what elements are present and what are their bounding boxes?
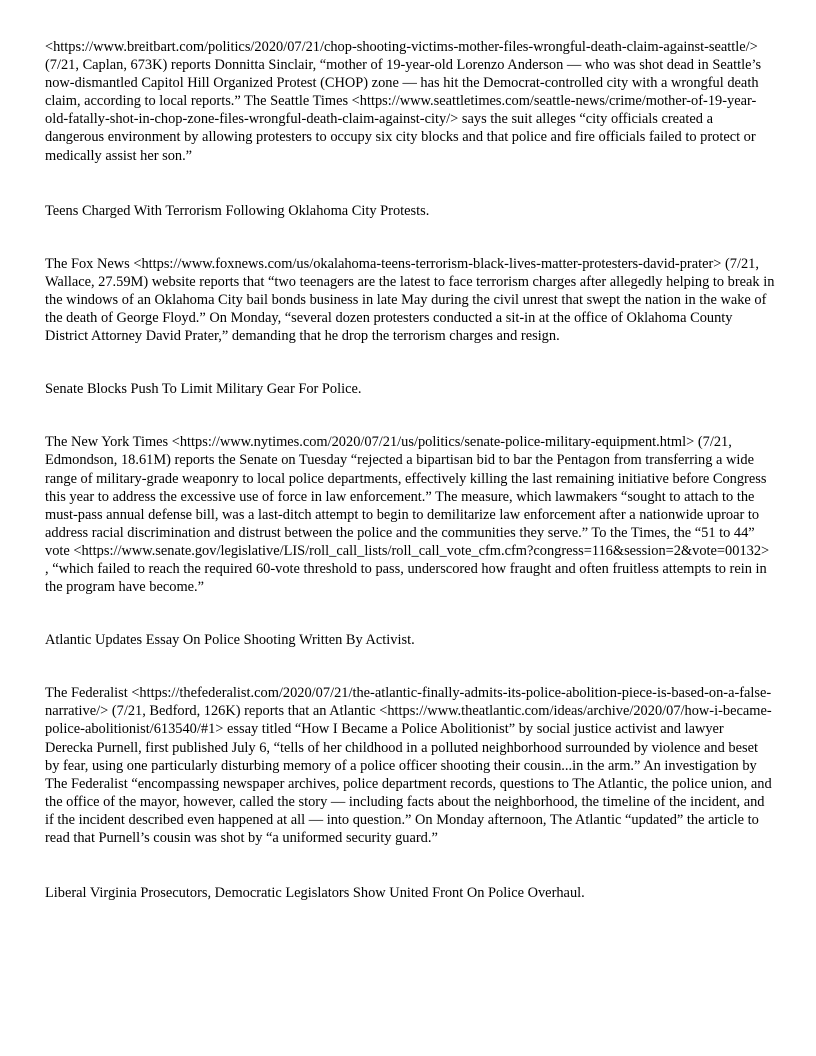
headline-senate-military-gear: Senate Blocks Push To Limit Military Gear For Police.: [45, 381, 362, 398]
headline-virginia-prosecutors: Liberal Virginia Prosecutors, Democratic Legislators Show United Front On Police Overhaul.: [45, 885, 585, 902]
paragraph-fox-news-oklahoma: The Fox News <https://www.foxnews.com/us/okalahoma-teens-terrorism-black-lives-matter-protesters-david-prater> (7/21, Wallace, 27.59M) website reports that “two teenagers are the latest to face terrorism charges after allegedly helping to break in the windows of an Oklahoma City bail bonds business in late May during the civil unrest that swept the nation in the wake of the death of George Floyd.” On Monday, “several dozen protesters conducted a sit-in at the office of Oklahoma County District Attorney David Prater,” demanding that he drop the terrorism charges and resign.: [45, 255, 775, 345]
paragraph-nyt-senate-vote: The New York Times <https://www.nytimes.com/2020/07/21/us/politics/senate-police-military-equipment.html> (7/21, Edmondson, 18.61M) reports the Senate on Tuesday “rejected a bipartisan bid to bar the Pentagon from transferring a wide range of military-grade weaponry to local police departments, effectively killing the last remaining initiative before Congress this year to address the excessive use of force in law enforcement.” The measure, which lawmakers “sought to attach to the must-pass annual defense bill, was a last-ditch attempt to begin to demilitarize law enforcement after a nationwide uproar to address racial discrimination and distrust between the police and the communities they serve.” To the Times, the “51 to 44” vote <https://www.senate.gov/legislative/LIS/roll_call_lists/roll_call_vote_cfm.cfm?congress=116&session=2&vote=00132> , “which failed to reach the required 60-vote threshold to pass, underscored how fraught and often fruitless attempts to rein in the program have become.”: [45, 434, 770, 596]
paragraph-federalist-atlantic: The Federalist <https://thefederalist.com/2020/07/21/the-atlantic-finally-admits-its-police-abolition-piece-is-based-on-a-false-narrative/> (7/21, Bedford, 126K) reports that an Atlantic <https://www.theatlantic.com/ideas/archive/2020/07/how-i-became-police-abolitionist/613540/#1> essay titled “How I Became a Police Abolitionist” by social justice activist and lawyer Derecka Purnell, first published July 6, “tells of her childhood in a polluted neighborhood surrounded by violence and beset by fear, using one particularly disturbing memory of a police officer shooting their cousin...in the arm.” An investigation by The Federalist “encompassing newspaper archives, police department records, questions to The Atlantic, the police union, and the office of the mayor, however, called the story — including facts about the neighborhood, the timeline of the incident, and if the incident described even happened at all — into question.” On Monday afternoon, The Atlantic “updated” the article to read that Purnell’s cousin was shot by “a uniformed security guard.”: [45, 685, 772, 846]
paragraph-chop-wrongful-death-claim: <https://www.breitbart.com/politics/2020/07/21/chop-shooting-victims-mother-files-wrongful-death-claim-against-seattle/> (7/21, Caplan, 673K) reports Donnitta Sinclair, “mother of 19-year-old Lorenzo Anderson — who was shot dead in Seattle’s now-dismantled Capitol Hill Organized Protest (CHOP) zone — has hit the Democrat-controlled city with a wrongful death claim, according to local reports.” The Seattle Times <https://www.seattletimes.com/seattle-news/crime/mother-of-19-year-old-fatally-shot-in-chop-zone-files-wrongful-death-claim-against-city/> says the suit alleges “city officials created a dangerous environment by allowing protesters to occupy six city blocks and that police and fire officials failed to protect or medically assist her son.”: [45, 39, 762, 164]
headline-atlantic-essay: Atlantic Updates Essay On Police Shooting Written By Activist.: [45, 632, 415, 649]
document-page: [45, 38, 775, 902]
headline-oklahoma-teens-terrorism: Teens Charged With Terrorism Following Oklahoma City Protests.: [45, 202, 430, 219]
